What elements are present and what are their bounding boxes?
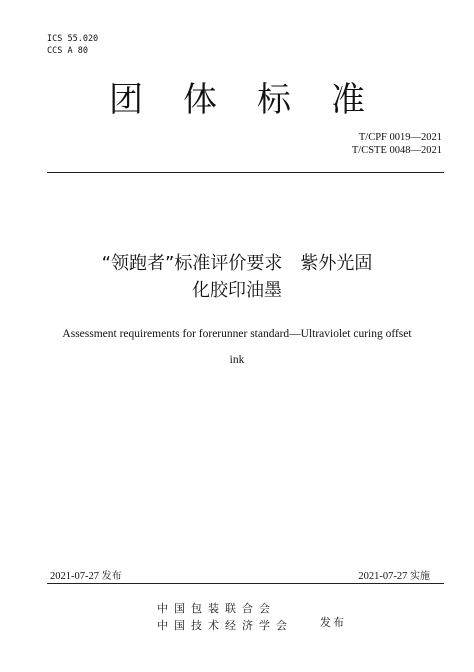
title-zh-line1: “领跑者”标准评价要求 紫外光固 — [101, 253, 373, 274]
implement-date: 2021-07-27 — [358, 571, 408, 582]
title-chinese — [60, 250, 414, 304]
standard-numbers — [352, 131, 442, 157]
ics-code: ICS 55.020 — [47, 34, 99, 44]
classification-codes — [47, 33, 98, 57]
ccs-code: CCS A 80 — [47, 46, 88, 56]
doc-type-char: 准 — [331, 80, 405, 120]
implement-date-block — [358, 567, 430, 582]
issuer-org-1: 中国包装联合会 — [157, 602, 276, 615]
title-en-line2: ink — [229, 354, 245, 366]
implement-label: 实施 — [410, 571, 430, 582]
bottom-divider — [47, 583, 444, 584]
top-divider — [47, 172, 444, 173]
standard-number-secondary: T/CSTE 0048—2021 — [351, 145, 442, 156]
publish-label: 发布 — [320, 616, 346, 629]
issue-date-block — [50, 567, 122, 582]
doc-type-char: 团 — [109, 80, 183, 120]
doc-type-char: 体 — [183, 80, 257, 120]
standard-number-primary: T/CPF 0019—2021 — [358, 132, 442, 143]
document-type-heading — [0, 72, 474, 121]
title-en-line1: Assessment requirements for forerunner standard—Ultraviolet curing offset — [62, 328, 412, 340]
issuing-organizations — [157, 600, 293, 634]
title-english — [55, 321, 419, 373]
issuer-org-2: 中国技术经济学会 — [157, 619, 293, 632]
doc-type-char: 标 — [257, 80, 331, 120]
title-zh-line2: 化胶印油墨 — [192, 280, 282, 301]
issue-label: 发布 — [101, 571, 122, 582]
issue-date: 2021-07-27 — [50, 571, 99, 582]
